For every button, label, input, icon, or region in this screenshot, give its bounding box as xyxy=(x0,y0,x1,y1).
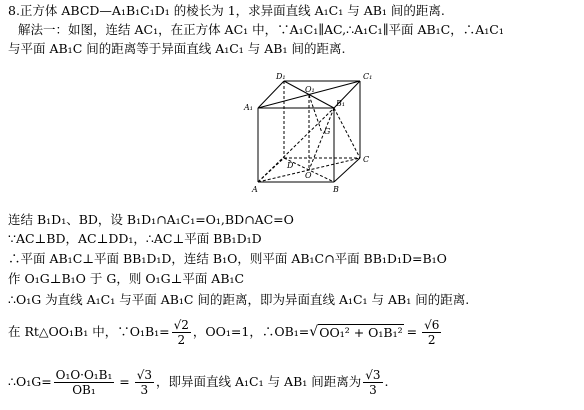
label-d: D xyxy=(287,161,294,170)
problem-line-3: 与平面 AB₁C 间的距离等于异面直线 A₁C₁ 与 AB₁ 间的距离. xyxy=(8,41,346,56)
problem-line-2: 解法一：如图，连结 AC₁，在正方体 AC₁ 中，∵A₁C₁∥AC,∴A₁C₁∥平面 AB₁C，∴A₁C₁ xyxy=(18,22,504,37)
solution-step-2: ∵AC⊥BD，AC⊥DD₁，∴AC⊥平面 BB₁D₁D xyxy=(8,231,262,246)
step6-frac2-den: 2 xyxy=(427,332,436,347)
cube-figure xyxy=(0,68,584,198)
step6-fraction-1 xyxy=(172,318,191,347)
solution-step-7 xyxy=(8,360,389,404)
step7-fraction-1 xyxy=(54,368,115,397)
step6-sqrt-content: OO₁² + O₁B₁² xyxy=(319,324,403,340)
step6-equals: = xyxy=(406,324,418,339)
solution-step-6 xyxy=(8,312,443,352)
label-o1: O₁ xyxy=(305,85,315,94)
label-a: A xyxy=(252,185,258,194)
label-b: B xyxy=(333,185,339,194)
label-o: O xyxy=(305,171,312,180)
step6-mid: ，OO₁=1，∴OB₁= xyxy=(192,324,310,339)
label-d1: D₁ xyxy=(276,72,286,81)
step7-equals: = xyxy=(119,374,130,389)
step6-frac2-num: √6 xyxy=(424,317,440,332)
step6-fraction-2 xyxy=(422,318,441,347)
step7-frac2-den: 3 xyxy=(140,382,149,397)
label-c1: C₁ xyxy=(363,72,373,81)
step7-prefix: ∴O₁G= xyxy=(8,374,52,389)
solution-step-5: ∴O₁G 为直线 A₁C₁ 与平面 AB₁C 间的距离，即为异面直线 A₁C₁ 与 AB₁ 间的距离. xyxy=(8,292,470,307)
solution-step-1: 连结 B₁D₁、BD，设 B₁D₁∩A₁C₁=O₁,BD∩AC=O xyxy=(8,212,294,227)
label-g: G xyxy=(324,127,331,136)
step7-end: . xyxy=(384,374,389,389)
problem-line-1: 8.正方体 ABCD—A₁B₁C₁D₁ 的棱长为 1，求异面直线 A₁C₁ 与 AB₁ 间的距离. xyxy=(8,3,445,18)
step6-prefix: 在 Rt△OO₁B₁ 中，∵O₁B₁= xyxy=(8,324,170,339)
step7-frac1-num: O₁O·O₁B₁ xyxy=(55,367,113,382)
step7-frac3-num: √3 xyxy=(365,367,381,382)
label-c: C xyxy=(363,155,370,164)
label-a1: A₁ xyxy=(244,103,253,112)
label-b1: B₁ xyxy=(336,99,346,108)
step7-fraction-2 xyxy=(135,368,154,397)
step7-frac1-den: OB₁ xyxy=(72,382,96,397)
step6-frac1-den: 2 xyxy=(177,332,186,347)
sqrt-sign: √ xyxy=(309,324,319,340)
step7-mid: ，即异面直线 A₁C₁ 与 AB₁ 间距离为 xyxy=(156,374,362,389)
step7-frac2-num: √3 xyxy=(136,367,153,382)
solution-step-4: 作 O₁G⊥B₁O 于 G，则 O₁G⊥平面 AB₁C xyxy=(8,271,245,286)
step7-frac3-den: 3 xyxy=(369,382,377,397)
step7-fraction-3 xyxy=(363,368,382,397)
solution-step-3: ∴平面 AB₁C⊥平面 BB₁D₁D，连结 B₁O，则平面 AB₁C∩平面 BB₁D₁D=B₁O xyxy=(8,251,447,266)
step6-frac1-num: √2 xyxy=(173,317,189,332)
